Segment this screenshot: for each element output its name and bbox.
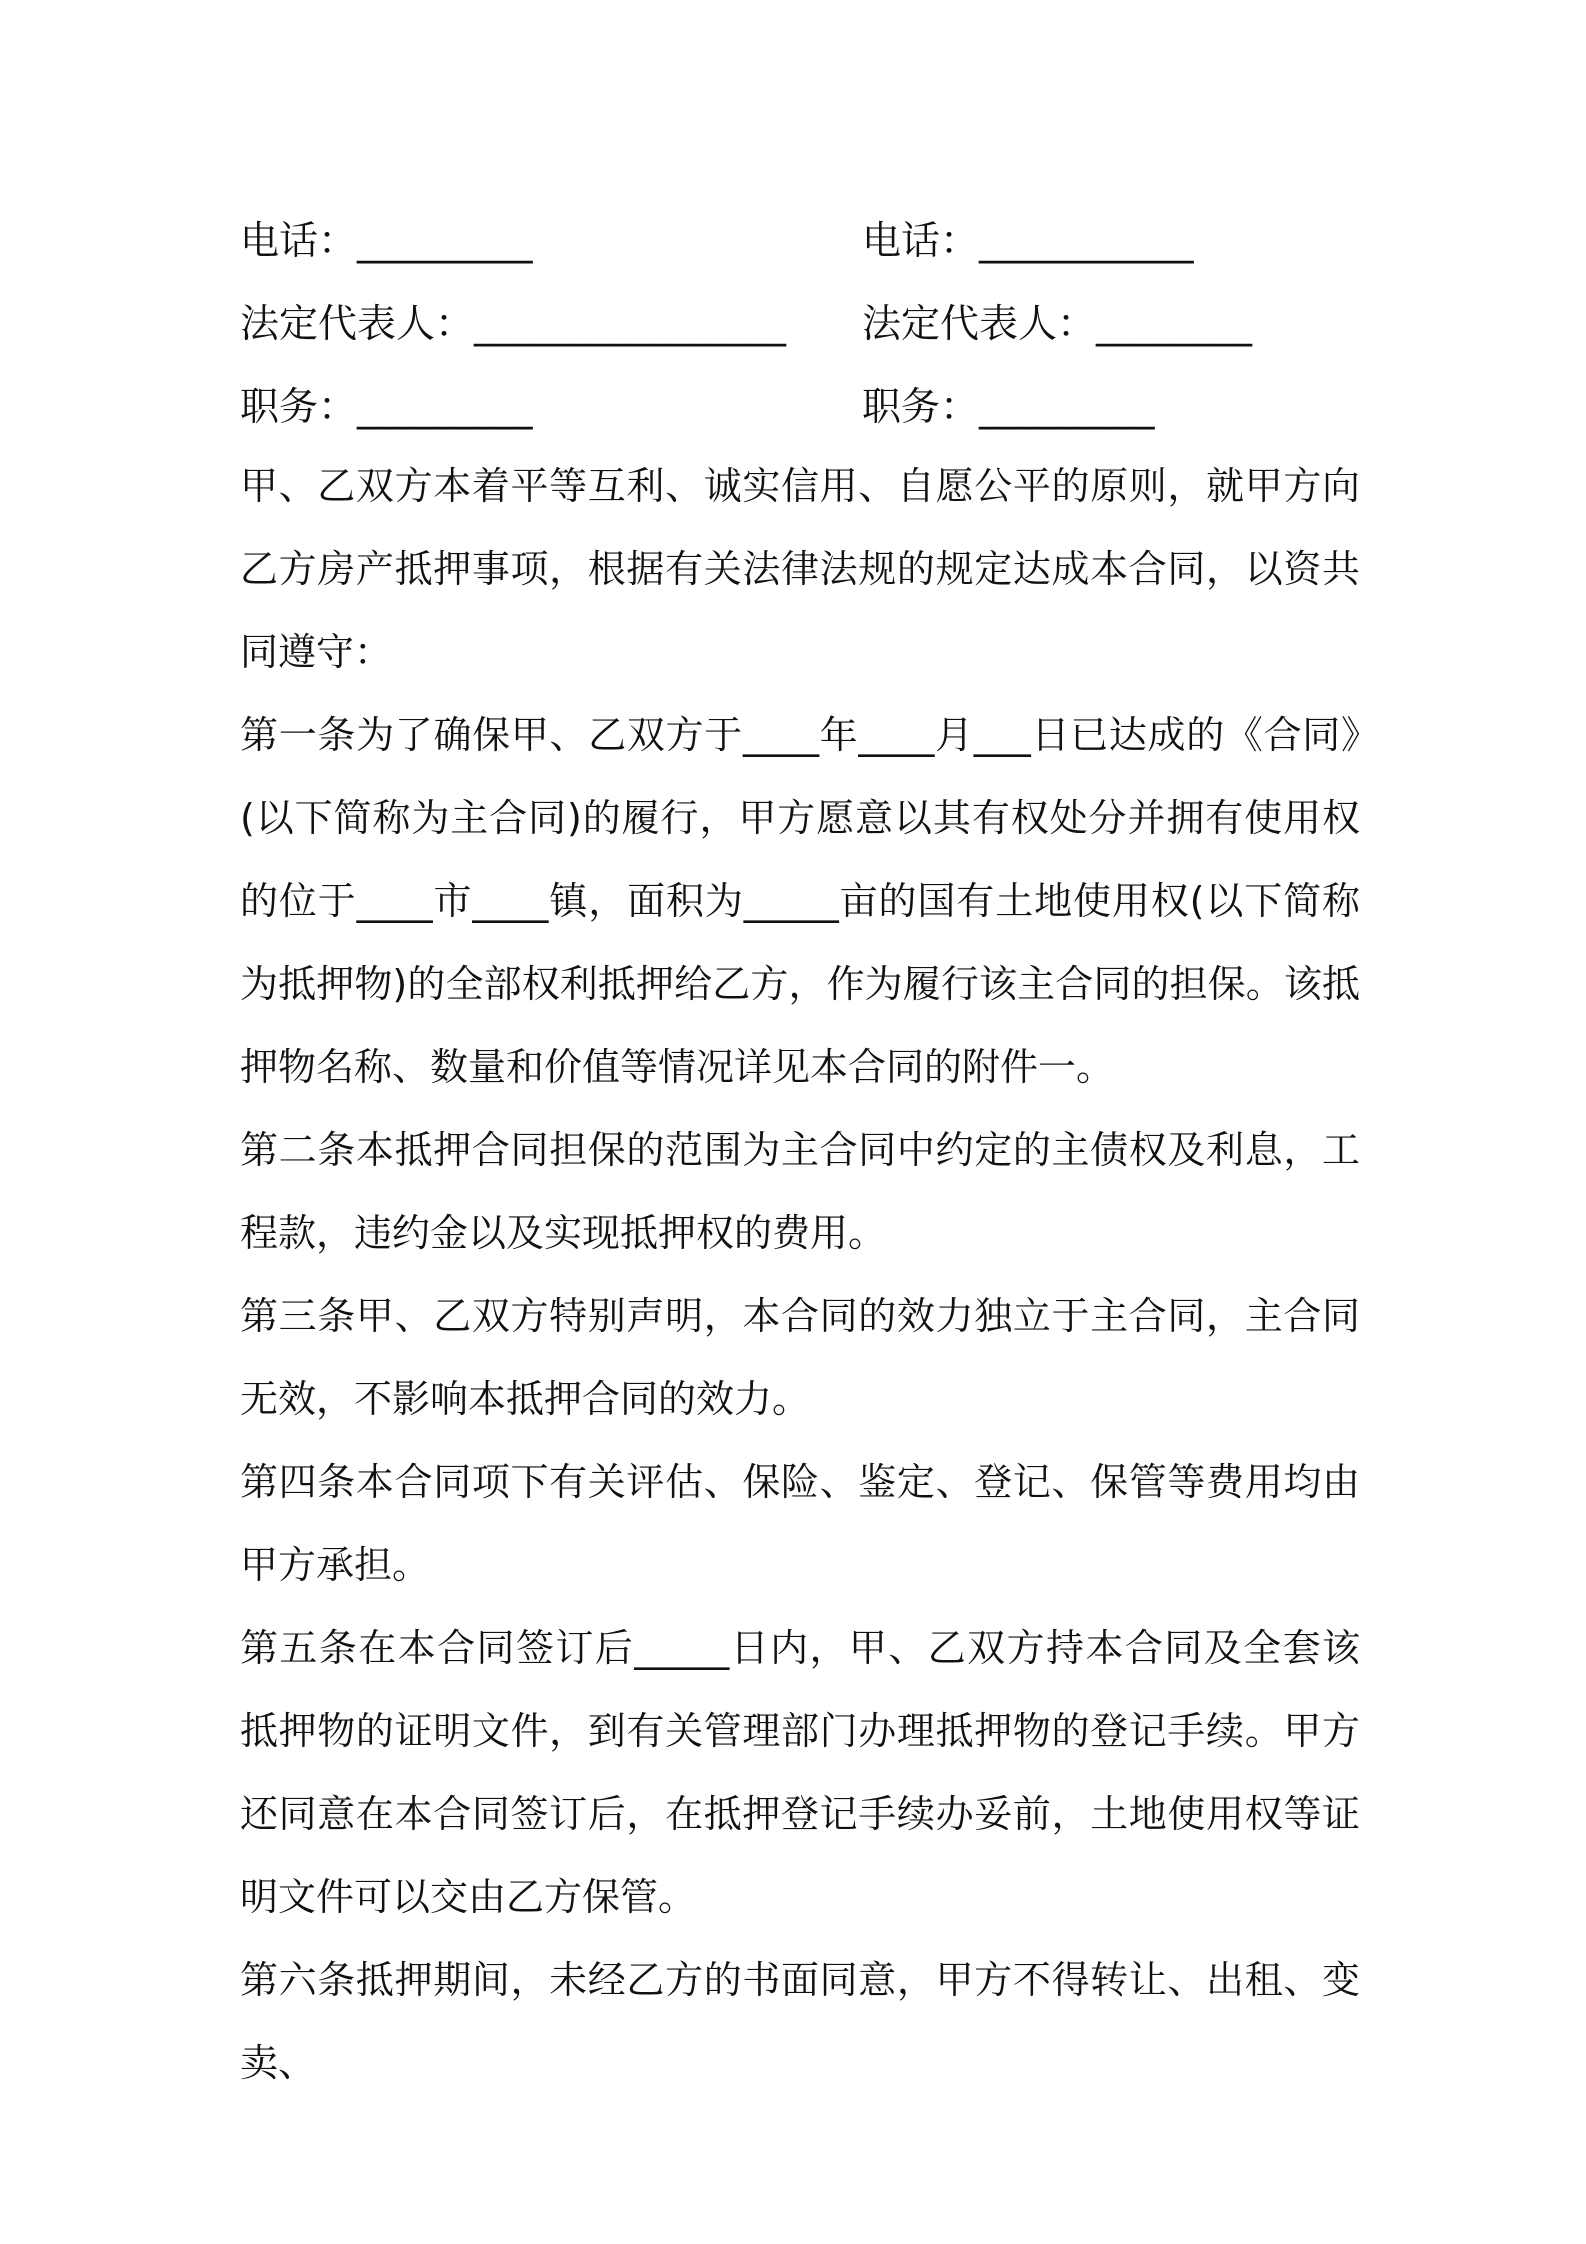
article-2-paragraph: 第二条本抵押合同担保的范围为主合同中约定的主债权及利息，工程款，违约金以及实现抵押权的费用。 — [240, 1128, 1360, 1255]
signature-row-representative — [240, 279, 1360, 362]
party-a-phone-field: 电话：_________ — [240, 218, 533, 264]
party-a-representative-field: 法定代表人：________________ — [240, 301, 787, 347]
article-5-paragraph: 第五条在本合同签订后_____日内，甲、乙双方持本合同及全套该抵押物的证明文件，到有关管理部门办理抵押物的登记手续。甲方还同意在本合同签订后，在抵押登记手续办妥前，土地使用权等证明文件可以交由乙方保管。 — [240, 1626, 1360, 1919]
article-4-paragraph: 第四条本合同项下有关评估、保险、鉴定、登记、保管等费用均由甲方承担。 — [240, 1460, 1360, 1587]
party-a-title-field: 职务：_________ — [240, 384, 533, 430]
party-b-phone-field: 电话：___________ — [862, 218, 1194, 264]
preamble-paragraph: 甲、乙双方本着平等互利、诚实信用、自愿公平的原则，就甲方向乙方房产抵押事项，根据有关法律法规的规定达成本合同，以资共同遵守： — [240, 464, 1360, 674]
party-b-representative-field: 法定代表人：________ — [862, 301, 1253, 347]
article-1-paragraph: 第一条为了确保甲、乙双方于____年____月___日已达成的《合同》(以下简称为主合同)的履行，甲方愿意以其有权处分并拥有使用权的位于____市____镇，面积为_____亩的国有土地使用权(以下简称为抵押物)的全部权利抵押给乙方，作为履行该主合同的担保。该抵押物名称、数量和价值等情况详见本合同的附件一。 — [240, 713, 1360, 1089]
article-3-paragraph: 第三条甲、乙双方特别声明，本合同的效力独立于主合同，主合同无效，不影响本抵押合同的效力。 — [240, 1294, 1360, 1421]
contract-body — [240, 445, 1360, 2105]
party-b-title-field: 职务：_________ — [862, 384, 1155, 430]
signature-row-phone — [240, 196, 1360, 279]
article-6-paragraph: 第六条抵押期间，未经乙方的书面同意，甲方不得转让、出租、变卖、 — [240, 1958, 1360, 2085]
document-page — [240, 196, 1360, 2105]
signature-row-title — [240, 362, 1360, 445]
